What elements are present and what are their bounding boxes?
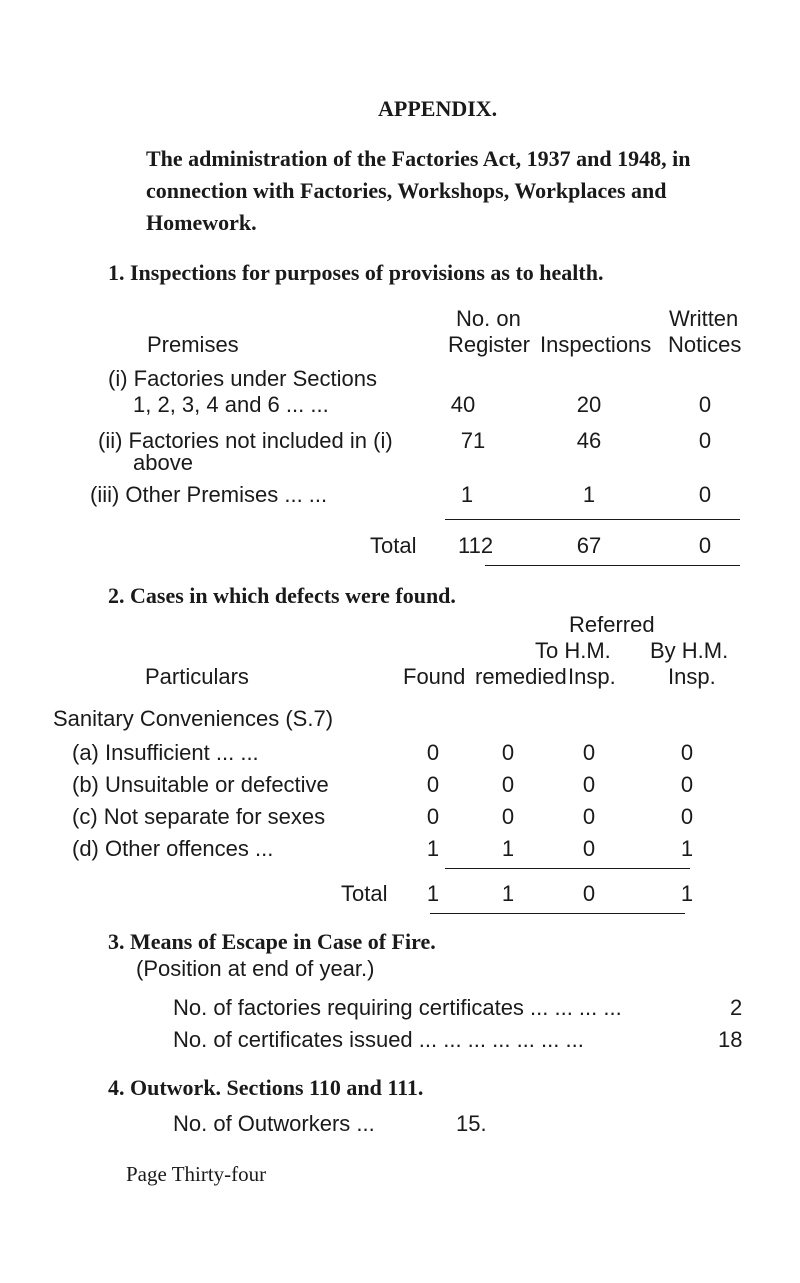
col-header-referred: Referred [569,612,655,637]
total-inspections: 67 [576,533,602,558]
divider [445,519,740,520]
section-3-sub: (Position at end of year.) [136,956,375,981]
to-insp-value: 0 [582,836,596,861]
col-header-register: Register [448,332,530,357]
col-header-particulars: Particulars [145,664,249,689]
escape-line-1: No. of factories requiring certificates ... ... ... ... [173,995,622,1020]
remedied-value: 0 [501,772,515,797]
total-label: Total [370,533,417,558]
row-label-cont: 1, 2, 3, 4 and 6 ... ... [133,392,329,417]
by-insp-value: 0 [680,804,694,829]
total-to: 0 [582,881,596,906]
by-insp-value: 0 [680,772,694,797]
escape-value-1: 2 [730,995,743,1020]
section-4-heading: 4. Outwork. Sections 110 and 111. [108,1075,424,1100]
intro-line-3: Homework. [146,210,257,235]
section-1-heading: 1. Inspections for purposes of provisions as to health. [108,260,604,285]
total-label: Total [341,881,388,906]
total-register: 112 [458,533,494,558]
col-header-no-on: No. on [456,306,521,331]
register-value: 71 [460,428,486,453]
page-number: Page Thirty-four [126,1162,267,1186]
inspections-value: 20 [576,392,602,417]
total-notices: 0 [698,533,712,558]
total-by: 1 [680,881,694,906]
row-label: (a) Insufficient ... ... [72,740,259,765]
row-label: (iii) Other Premises ... ... [90,482,328,507]
row-label: (d) Other offences ... [72,836,274,861]
section-2-heading: 2. Cases in which defects were found. [108,583,456,608]
intro-line-2: connection with Factories, Workshops, Workplaces and [146,178,667,203]
row-label: (c) Not separate for sexes [72,804,326,829]
col-header-found: Found [403,664,466,689]
escape-value-2: 18 [718,1027,743,1052]
notices-value: 0 [698,482,712,507]
row-label: (ii) Factories not included in (i) [98,428,393,453]
col-header-remedied: remedied [475,664,567,689]
total-remedied: 1 [501,881,515,906]
col-header-premises: Premises [147,332,239,357]
inspections-value: 1 [582,482,596,507]
row-label: (b) Unsuitable or defective [72,772,329,797]
register-value: 40 [450,392,476,417]
register-value: 1 [460,482,474,507]
by-insp-value: 0 [680,740,694,765]
to-insp-value: 0 [582,740,596,765]
col-header-notices: Notices [668,332,742,357]
row-label-cont: above [133,450,193,475]
col-header-inspections: Inspections [540,332,652,357]
subheading-sanitary: Sanitary Conveniences (S.7) [53,706,334,731]
inspections-value: 46 [576,428,602,453]
col-header-by-hm: By H.M. [650,638,729,663]
to-insp-value: 0 [582,804,596,829]
divider [430,913,685,914]
outwork-line: No. of Outworkers ... [173,1111,375,1136]
col-header-written: Written [669,306,739,331]
to-insp-value: 0 [582,772,596,797]
by-insp-value: 1 [680,836,694,861]
col-header-insp-to: Insp. [568,664,616,689]
outwork-value: 15. [456,1111,487,1136]
remedied-value: 1 [501,836,515,861]
remedied-value: 0 [501,740,515,765]
total-found: 1 [426,881,440,906]
divider [485,565,740,566]
intro-line-1: The administration of the Factories Act, 1937 and 1948, in [146,146,691,171]
found-value: 1 [426,836,440,861]
found-value: 0 [426,772,440,797]
found-value: 0 [426,804,440,829]
remedied-value: 0 [501,804,515,829]
escape-line-2: No. of certificates issued ... ... ... ... ... ... ... [173,1027,584,1052]
col-header-to-hm: To H.M. [535,638,611,663]
page-title: APPENDIX. [378,96,498,121]
col-header-insp-by: Insp. [668,664,716,689]
found-value: 0 [426,740,440,765]
divider [445,868,690,869]
notices-value: 0 [698,392,712,417]
row-label: (i) Factories under Sections [108,366,377,391]
notices-value: 0 [698,428,712,453]
section-3-heading: 3. Means of Escape in Case of Fire. [108,929,436,954]
